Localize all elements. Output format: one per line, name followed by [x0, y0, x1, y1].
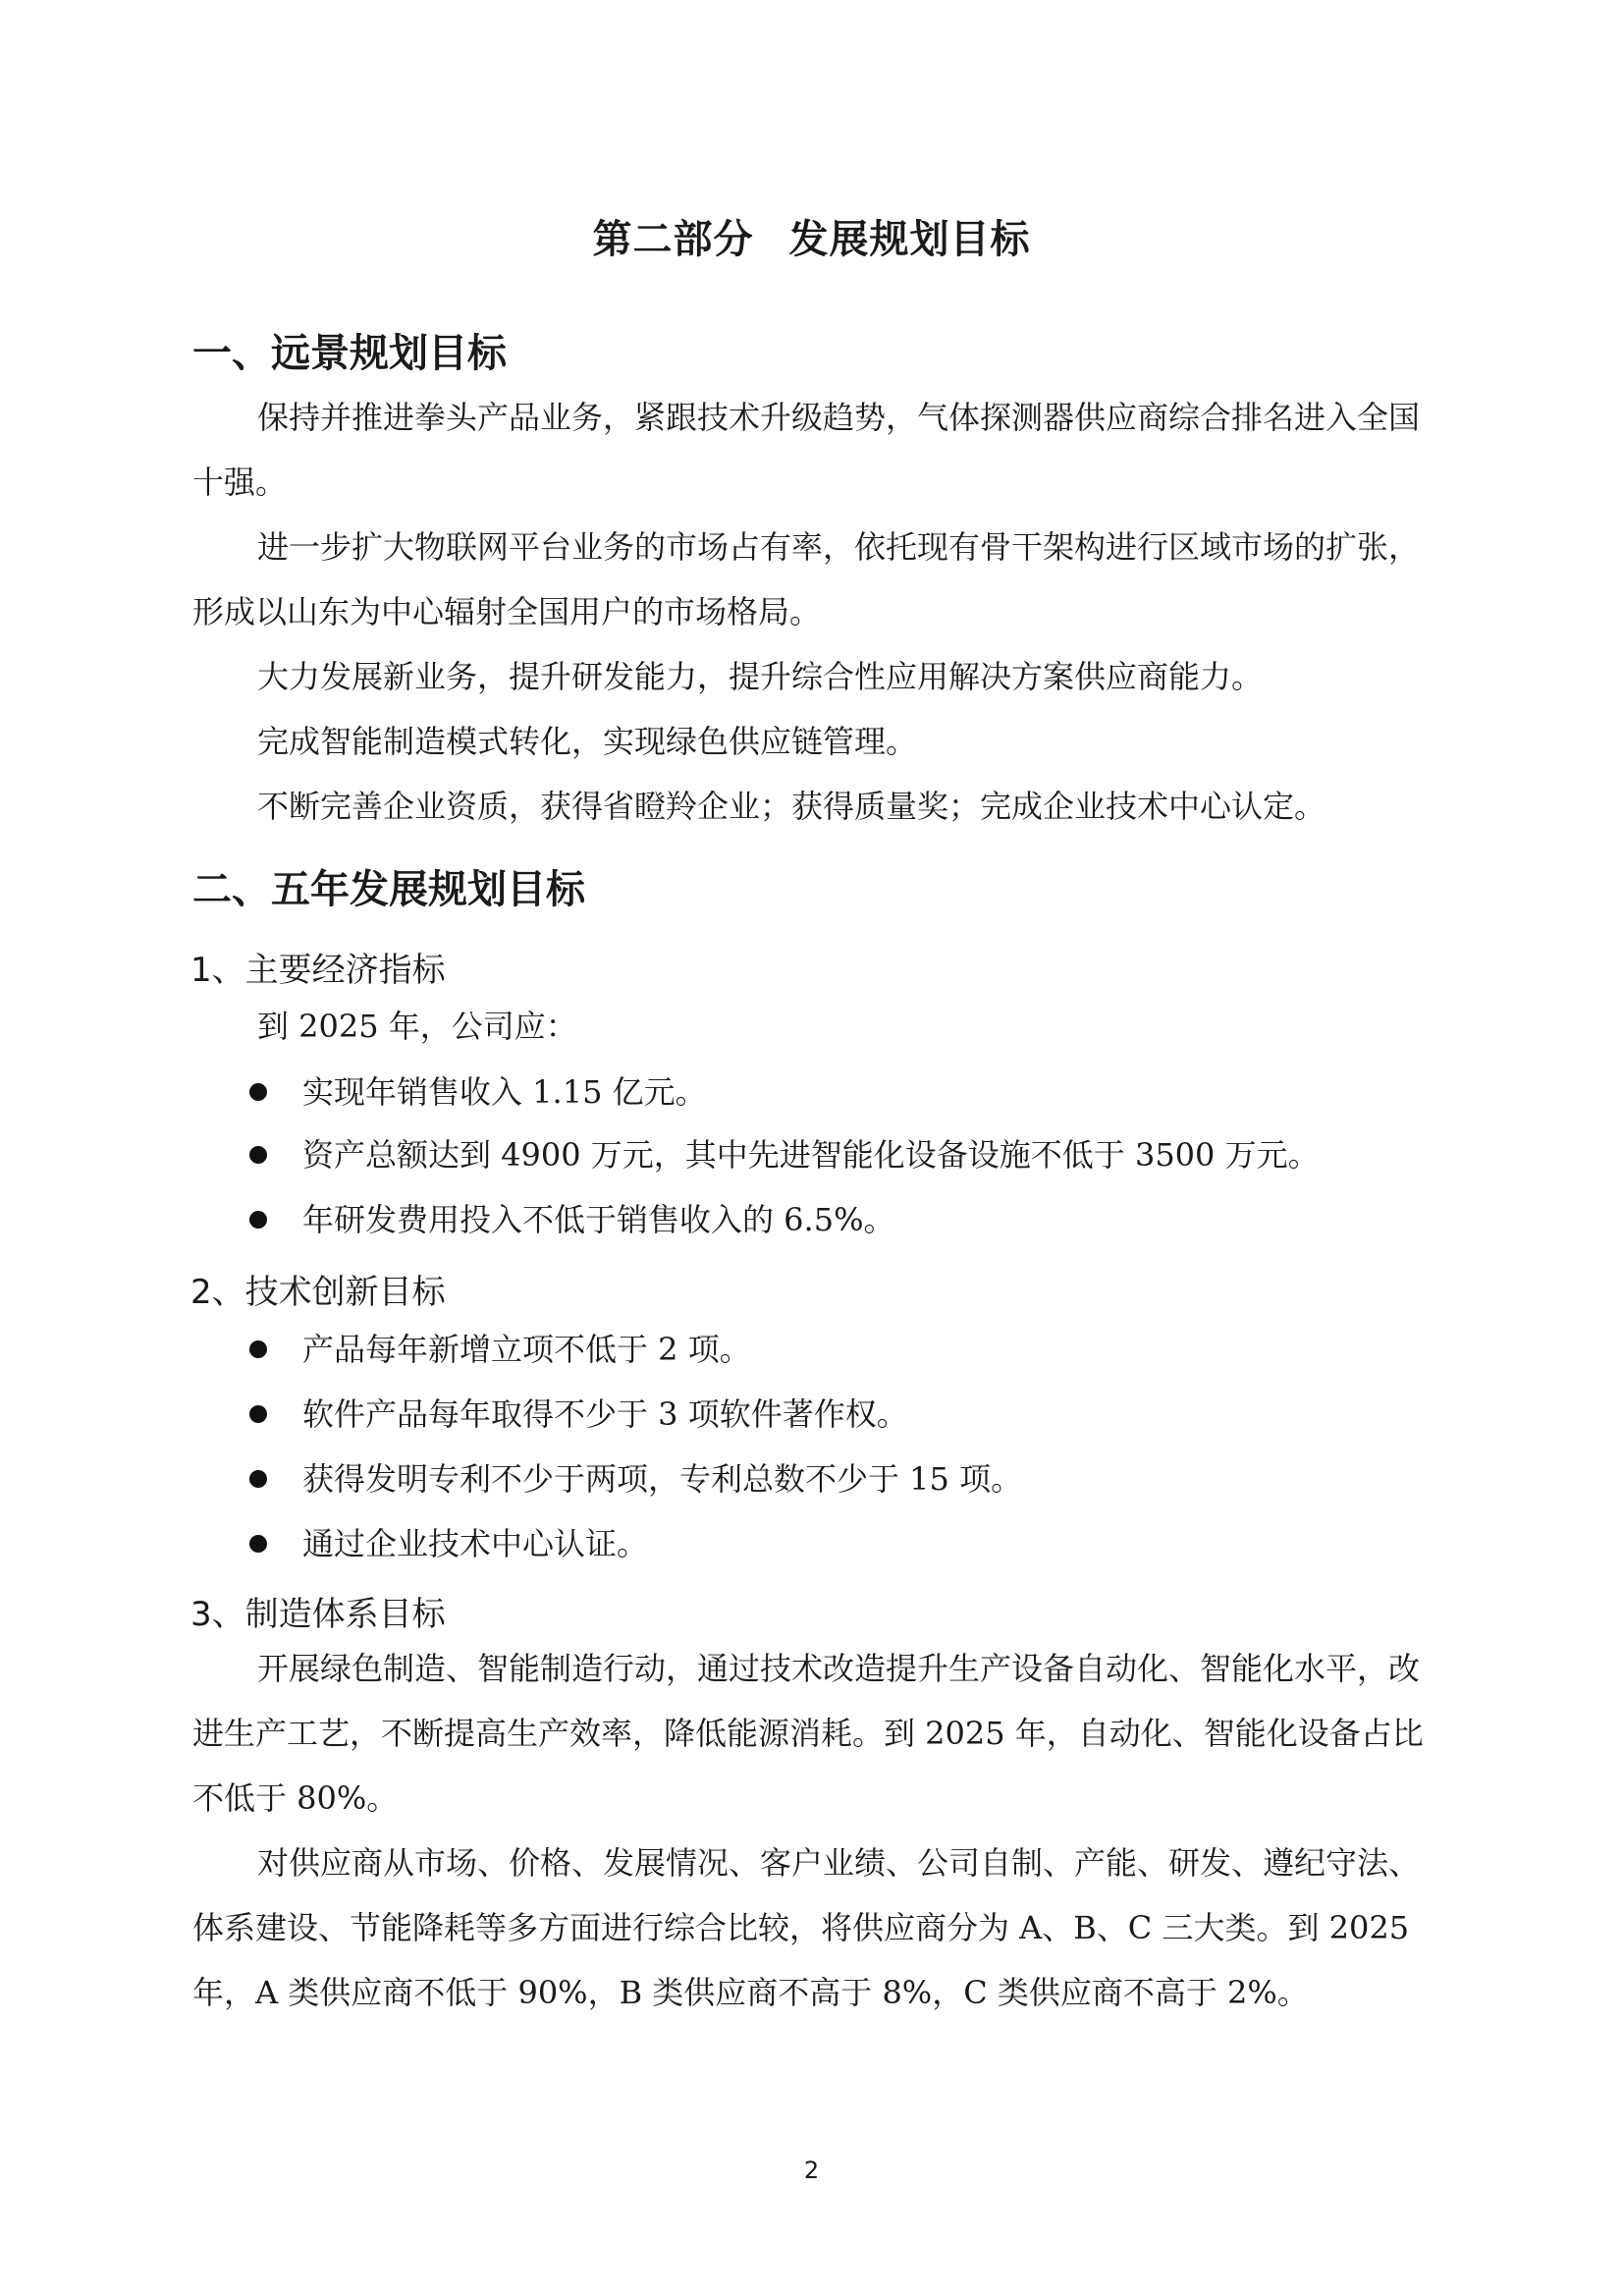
- list-item: 年研发费用投入不低于销售收入的 6.5%。: [249, 1200, 894, 1239]
- section-1-paragraph-5: 不断完善企业资质，获得省瞪羚企业；获得质量奖；完成企业技术中心认定。: [257, 788, 1326, 825]
- subsection-3-heading: 3、制造体系目标: [190, 1595, 446, 1634]
- list-item: 资产总额达到 4900 万元，其中先进智能化设备设施不低于 3500 万元。: [249, 1135, 1320, 1175]
- section-2-heading: 二、五年发展规划目标: [192, 867, 585, 912]
- section-1-paragraph-4: 完成智能制造模式转化，实现绿色供应链管理。: [257, 723, 918, 760]
- subsection-3-paragraph-2: 对供应商从市场、价格、发展情况、客户业绩、公司自制、产能、研发、遵纪守法、体系建设、节能降耗等多方面进行综合比较，将供应商分为 A、B、C 三大类。到 2025 年，A 类供应商不低于 90%，B 类供应商不高于 8%，C 类供应商不高于 2%。: [192, 1844, 1421, 2011]
- title-part: 第二部分: [592, 217, 754, 262]
- bullet-dot-icon: [249, 1146, 267, 1164]
- bullet-dot-icon: [249, 1211, 267, 1229]
- section-1-paragraph-2: 进一步扩大物联网平台业务的市场占有率，依托现有骨干架构进行区域市场的扩张，形成以山东为中心辐射全国用户的市场格局。: [192, 528, 1421, 630]
- bullet-dot-icon: [249, 1083, 267, 1101]
- section-1-heading: 一、远景规划目标: [192, 331, 507, 376]
- page-title: [0, 208, 1623, 264]
- list-item: 软件产品每年取得不少于 3 项软件著作权。: [249, 1394, 908, 1434]
- section-1-paragraph-1: 保持并推进拳头产品业务，紧跟技术升级趋势，气体探测器供应商综合排名进入全国十强。: [192, 399, 1421, 501]
- subsection-2-heading: 2、技术创新目标: [190, 1273, 446, 1312]
- title-text: 发展规划目标: [788, 217, 1031, 262]
- list-item: 产品每年新增立项不低于 2 项。: [249, 1330, 751, 1369]
- subsection-1-heading: 1、主要经济指标: [190, 951, 446, 990]
- section-1-paragraph-3: 大力发展新业务，提升研发能力，提升综合性应用解决方案供应商能力。: [257, 658, 1264, 695]
- bullet-dot-icon: [249, 1405, 267, 1423]
- subsection-1-intro: 到 2025 年，公司应：: [257, 1008, 577, 1045]
- bullet-dot-icon: [249, 1535, 267, 1553]
- bullet-dot-icon: [249, 1340, 267, 1358]
- subsection-3-paragraph-1: 开展绿色制造、智能制造行动，通过技术改造提升生产设备自动化、智能化水平，改进生产工艺，不断提高生产效率，降低能源消耗。到 2025 年，自动化、智能化设备占比不低于 80%。: [192, 1650, 1424, 1817]
- page-number: 2: [803, 2157, 820, 2184]
- bullet-dot-icon: [249, 1470, 267, 1488]
- list-item: 获得发明专利不少于两项，专利总数不少于 15 项。: [249, 1459, 1022, 1499]
- list-item: 实现年销售收入 1.15 亿元。: [249, 1072, 707, 1112]
- list-item: 通过企业技术中心认证。: [249, 1524, 648, 1563]
